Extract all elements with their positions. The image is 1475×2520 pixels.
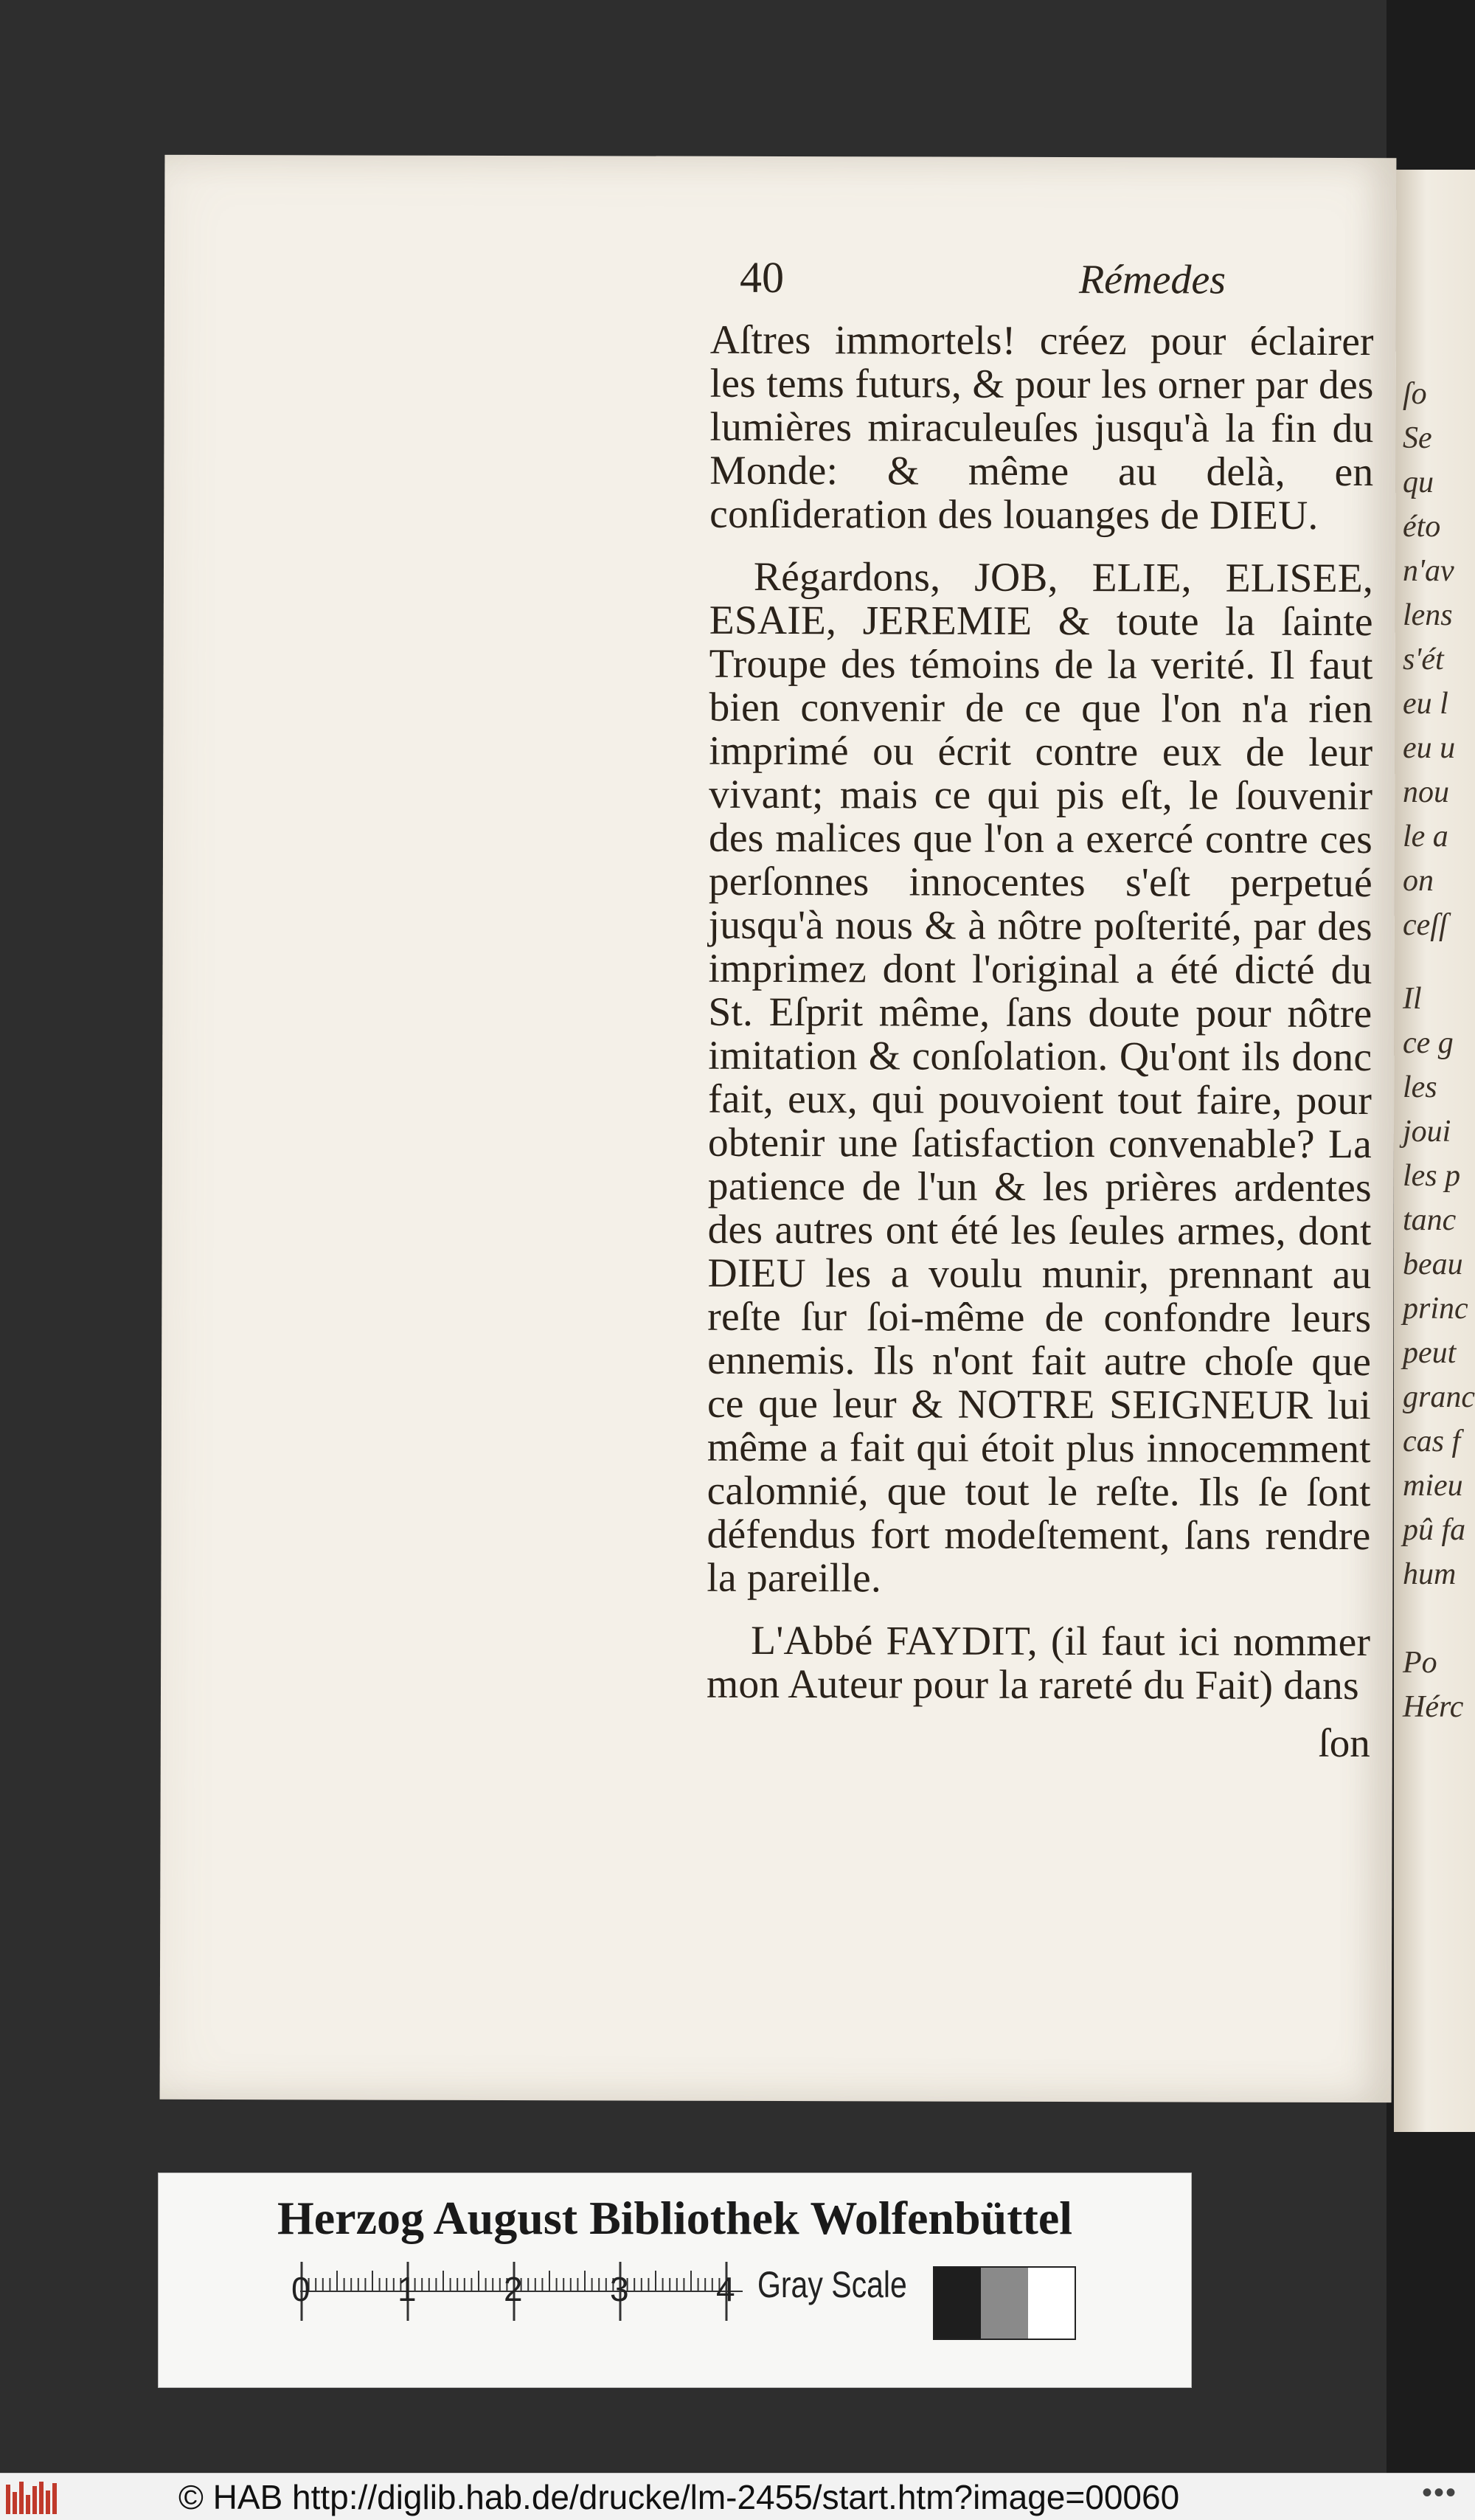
gray-patch (981, 2268, 1027, 2339)
gray-patch (934, 2268, 981, 2339)
ruler-ticks (300, 2262, 757, 2321)
ruler-label: 4 (716, 2270, 735, 2308)
facing-page-fragment: ce g (1403, 1026, 1454, 1060)
facing-page-fragment: n'av (1403, 554, 1454, 588)
footer-citation-link[interactable]: © HAB http://diglib.hab.de/drucke/lm-2455/start.htm?image=00060 (178, 2477, 1180, 2516)
facing-page-fragment: beau (1403, 1247, 1463, 1281)
ruler-label: 1 (398, 2270, 417, 2308)
more-menu-icon[interactable]: ••• (1421, 2476, 1457, 2509)
facing-page-fragment: ſo (1403, 377, 1427, 411)
facing-page-fragment: lens (1403, 598, 1453, 632)
facing-page-fragment: mieu (1403, 1469, 1463, 1503)
facing-page-fragment: Po (1403, 1646, 1437, 1680)
color-card (159, 2173, 1191, 2387)
book-page (160, 155, 1397, 2102)
facing-page-fragment: Hérc (1403, 1690, 1464, 1724)
facing-page-fragment: joui (1403, 1115, 1451, 1149)
facing-page-fragment: cas f (1403, 1425, 1461, 1458)
viewer-footer (0, 2473, 1475, 2520)
gray-scale-patches (933, 2266, 1076, 2340)
paragraph: Régardons, JOB, ELIE, ELISEE, ESAIE, JEREMIE & toute la ſainte Troupe des témoins de la verité. Il faut bien convenir de ce que l'on n'a rien imprimé ou écrit contre eux de leur vivant; mais ce qui pis eſt, le ſouvenir des malices que l'on a exercé contre ces perſonnes innocentes s'eſt perpetué jusqu'à nous & à nôtre poſterité, par des imprimez dont l'original a été dicté du St. Eſprit même, ſans doute pour nôtre imitation & conſolation. Qu'ont ils donc fait, eux, qui pouvoient tout faire, pour obtenir une ſatisfaction convenable? La patience de l'un & les prières ardentes des autres ont été les ſeules armes, dont DIEU les a voulu munir, prennant au reſte ſur ſoi-même de confondre leurs ennemis. Ils n'ont fait autre choſe que ce que leur & NOTRE SEIGNEUR lui même a fait qui étoit plus innocemment calomnié, que tout le reſte. Ils ſe ſont défendus fort modeſtement, ſans rendre la pareille. (707, 554, 1374, 1602)
facing-page-fragment: nou (1403, 775, 1449, 809)
facing-page-fragment: éto (1403, 510, 1441, 544)
facing-page-fragment: eu u (1403, 731, 1456, 765)
facing-page-fragment: ceſſ (1403, 908, 1448, 942)
catchword: ſon (1318, 1720, 1370, 1766)
facing-page-fragment: Il (1403, 982, 1422, 1016)
facing-page-fragment: qu (1403, 465, 1434, 499)
paragraph: L'Abbé FAYDIT, (il faut ici nommer mon Auteur pour la rareté du Fait) dans (706, 1618, 1371, 1709)
facing-page-fragment: eu l (1403, 687, 1448, 721)
facing-page-fragment: princ (1403, 1292, 1468, 1326)
page-content (530, 252, 1403, 1766)
facing-page-fragment: les p (1403, 1159, 1461, 1193)
facing-page-fragment: le a (1403, 820, 1448, 854)
running-head: Rémedes (1078, 257, 1226, 303)
paragraph: Aſtres immortels! créez pour éclairer les tems futurs, & pour les orner par des lumières miraculeuſes jusqu'à la fin du Monde: & même au delà, en conſideration des louanges de DIEU. (709, 317, 1374, 539)
gray-patch (1028, 2268, 1075, 2339)
page-header (533, 252, 1403, 320)
facing-page-fragment: pû fa (1403, 1513, 1466, 1547)
ruler-label: 2 (504, 2270, 523, 2308)
facing-page-fragment: hum (1403, 1557, 1457, 1591)
facing-page (1394, 170, 1475, 2132)
facing-page-fragment: peut (1403, 1336, 1457, 1370)
facing-page-fragment: s'ét (1403, 643, 1444, 676)
facing-page-fragment: tanc (1403, 1203, 1457, 1237)
gray-scale-label: Gray Scale (757, 2264, 907, 2305)
ruler-label: 3 (610, 2270, 629, 2308)
facing-page-fragment: on (1403, 864, 1434, 898)
institution-title: Herzog August Bibliothek Wolfenbüttel (277, 2192, 1073, 2244)
facing-page-fragment: granc (1403, 1380, 1475, 1414)
hab-logo-icon[interactable] (6, 2480, 68, 2514)
page-number: 40 (739, 252, 785, 302)
ruler-label: 0 (291, 2270, 310, 2308)
facing-page-fragment: Se (1403, 421, 1432, 455)
facing-page-fragment: les (1403, 1070, 1437, 1104)
